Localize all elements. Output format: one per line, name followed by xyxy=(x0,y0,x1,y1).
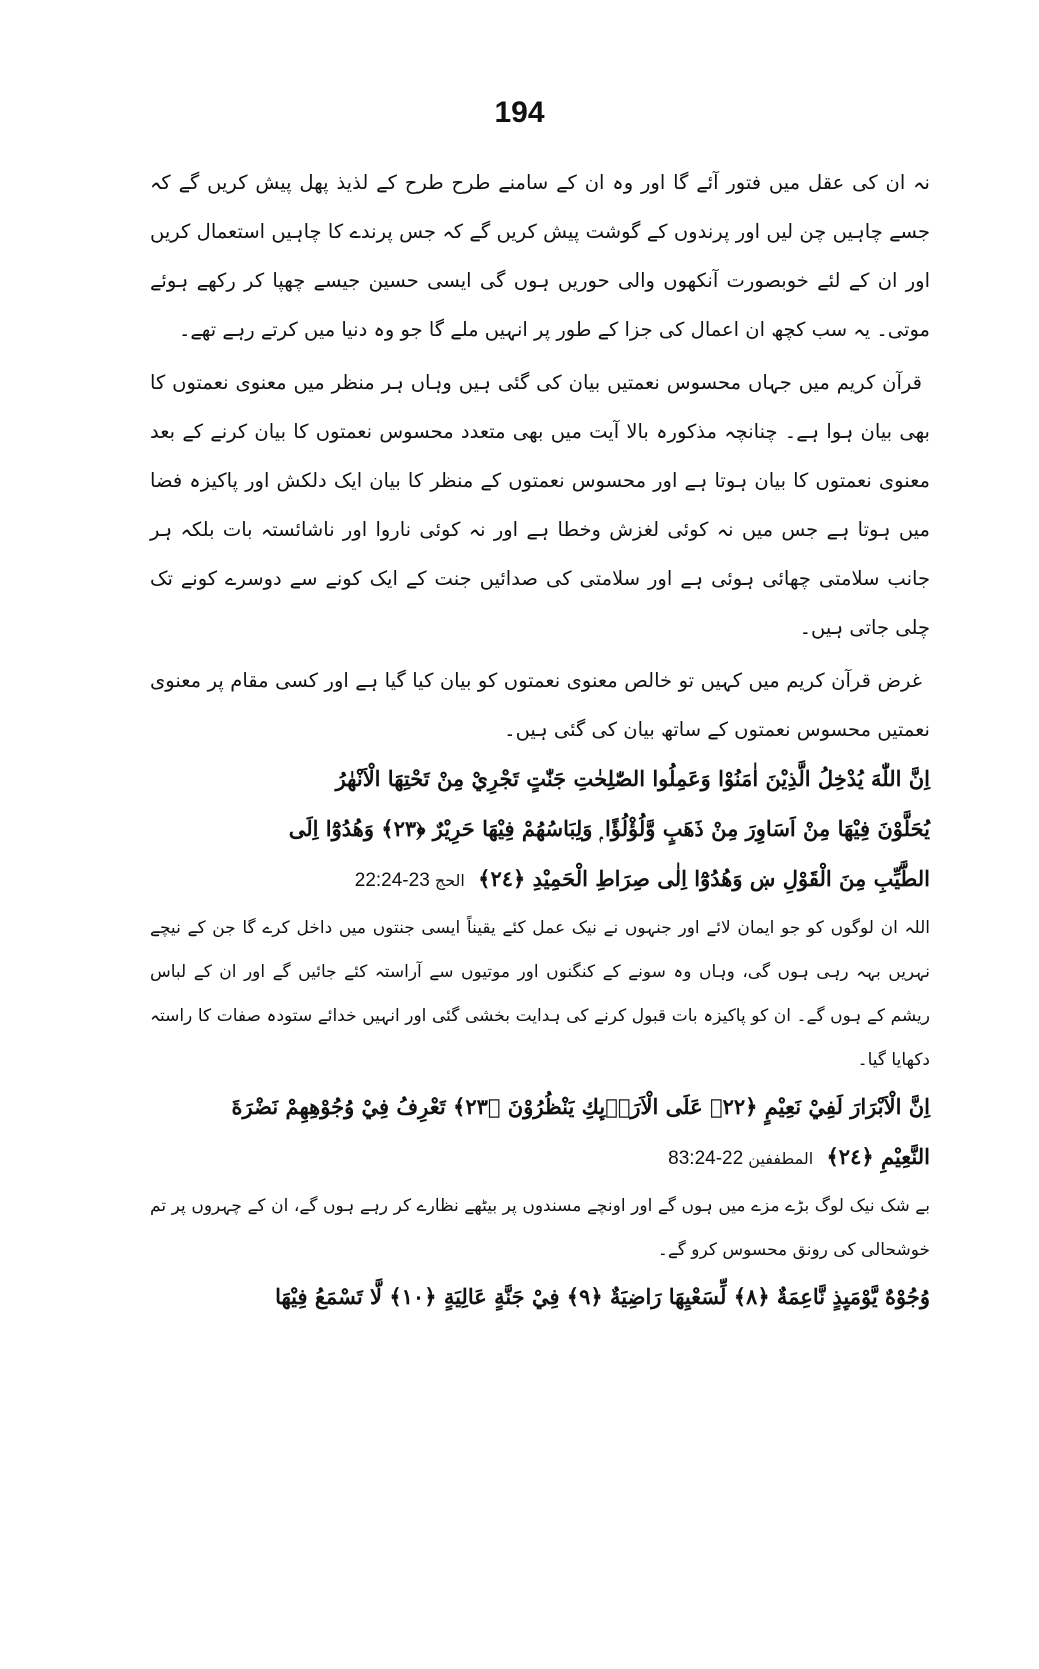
page-number: 194 xyxy=(494,96,545,129)
verse-block-2 xyxy=(150,1082,930,1184)
verse-block-1 xyxy=(150,754,930,906)
verse-1-line-1: اِنَّ اللّٰهَ يُدْخِلُ الَّذِيْنَ اٰمَنُوْا وَعَمِلُوا الصّٰلِحٰتِ جَنّٰتٍ تَجْرِيْ مِنْ تَحْتِهَا الْاَنْهٰرُ xyxy=(335,766,930,791)
translation-2: بے شک نیک لوگ بڑے مزے میں ہوں گے اور اونچے مسندوں پر بیٹھے نظارے کر رہے ہوں گے، ان کے چہروں پر تم خوشحالی کی رونق محسوس کرو گے۔ xyxy=(150,1196,930,1260)
verse-1-ref-number: 22:24-23 xyxy=(354,870,430,891)
paragraph-3: غرض قرآن کریم میں کہیں تو خالص معنوی نعمتوں کو بیان کیا گیا ہے اور کسی مقام پر معنوی نعمتیں محسوس نعمتوں کے ساتھ بیان کی گئی ہیں۔ xyxy=(150,669,930,741)
verse-2-line-2-text: النَّعِيْمِ ﴿٢٤﴾ xyxy=(826,1144,930,1169)
verse-2-ref-number: 83:24-22 xyxy=(668,1148,744,1169)
verse-block-3 xyxy=(150,1272,930,1322)
verse-2-line-1: اِنَّ الْاَبْرَارَ لَفِيْ نَعِيْمٍ ﴿٢٢﴾ عَلَى الْاَرَاۗىِٕكِ يَنْظُرُوْنَ ﴿٢٣﴾ تَعْرِفُ فِيْ وُجُوْهِهِمْ نَضْرَةَ xyxy=(231,1094,930,1119)
verse-2-line-2 xyxy=(150,1132,930,1184)
verse-2-ref-label: المطففين xyxy=(748,1149,814,1168)
verse-3-line-1: وُجُوْهٌ يَّوْمَىِٕذٍ نَّاعِمَةٌ ﴿٨﴾ لِّسَعْيِهَا رَاضِيَةٌ ﴿٩﴾ فِيْ جَنَّةٍ عَالِيَةٍ ﴿١٠﴾ لَّا تَسْمَعُ فِيْهَا xyxy=(275,1284,930,1309)
verse-1-ref-label: الحج xyxy=(434,871,465,890)
paragraph-2: قرآن کریم میں جہاں محسوس نعمتیں بیان کی گئی ہیں وہاں ہر منظر میں معنوی نعمتوں کا بھی بیان ہوا ہے۔ چنانچہ مذکورہ بالا آیت میں بھی متعدد محسوس نعمتوں کا بیان کرنے کے بعد معنوی نعمتوں کا بیان ہوتا ہے اور محسوس نعمتوں کے منظر کا بیان ایک دلکش اور پاکیزہ فضا میں ہوتا ہے جس میں نہ کوئی لغزش وخطا ہے اور نہ کوئی ناروا اور ناشائستہ بات بلکہ ہر جانب سلامتی چھائی ہوئی ہے اور سلامتی کی صدائیں جنت کے ایک کونے سے دوسرے کونے تک چلی جاتی ہیں۔ xyxy=(150,371,930,639)
paragraph-1: نہ ان کی عقل میں فتور آئے گا اور وہ ان کے سامنے طرح طرح کے لذیذ پھل پیش کریں گے کہ جسے چاہیں چن لیں اور پرندوں کے گوشت پیش کریں گے کہ جس پرندے کا چاہیں استعمال کریں اور ان کے لئے خوبصورت آنکھوں والی حوریں ہوں گی ایسی حسین جیسے چھپا کر رکھے ہوئے موتی۔ یہ سب کچھ ان اعمال کی جزا کے طور پر انہیں ملے گا جو وہ دنیا میں کرتے رہے تھے۔ xyxy=(150,171,930,341)
verse-2-reference xyxy=(668,1149,813,1168)
verse-1-line-3 xyxy=(150,854,930,906)
verse-1-line-2: يُحَلَّوْنَ فِيْهَا مِنْ اَسَاوِرَ مِنْ ذَهَبٍ وَّلُؤْلُؤًا ۭ وَلِبَاسُهُمْ فِيْهَا حَرِيْرٌ ﴿٢٣﴾ وَهُدُوْٓا اِلَى xyxy=(288,816,930,841)
verse-1-line-3-text: الطَّيِّبِ مِنَ الْقَوْلِ ښ وَهُدُوْٓا اِلٰى صِرَاطِ الْحَمِيْدِ ﴿٢٤﴾ xyxy=(478,866,930,891)
verse-1-reference xyxy=(355,871,465,890)
page-content xyxy=(150,158,930,1322)
translation-1: اللہ ان لوگوں کو جو ایمان لائے اور جنہوں نے نیک عمل کئے یقیناً ایسی جنتوں میں داخل کرے گا جن کے نیچے نہریں بہہ رہی ہوں گی، وہاں وہ سونے کے کنگنوں اور موتیوں سے آراستہ کئے جائیں گے اور ان کے لباس ریشم کے ہوں گے۔ ان کو پاکیزہ بات قبول کرنے کی ہدایت بخشی گئی اور انہیں خدائے ستودہ صفات کا راستہ دکھایا گیا۔ xyxy=(150,918,930,1070)
